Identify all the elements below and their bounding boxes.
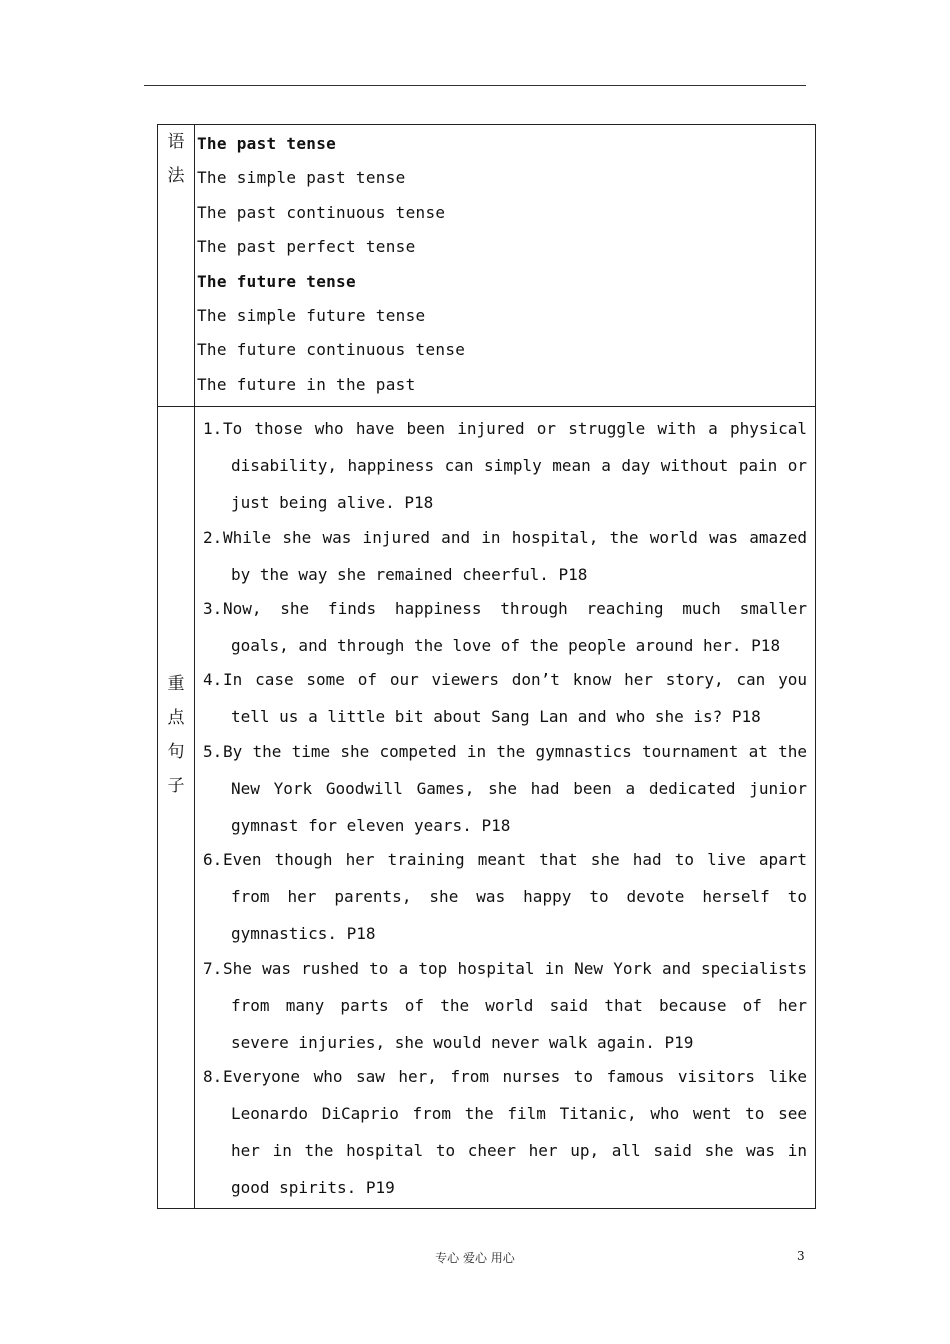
page-number: 3: [797, 1249, 805, 1263]
grammar-list: [197, 127, 815, 402]
sentence-item: [203, 519, 807, 593]
header-rule: [144, 85, 806, 86]
sentence-number: 2.: [203, 527, 223, 547]
sentence-number: 3.: [203, 599, 223, 619]
grammar-item: The simple future tense: [197, 306, 426, 326]
sentence-text: Even though her training meant that she had to live apart from her parents, she was happy to devote herself to gymnastics. P18: [223, 850, 807, 944]
key-sentences-label: [158, 667, 194, 803]
sentence-text: She was rushed to a top hospital in New York and specialists from many parts of the world said that because of her severe injuries, she would never walk again. P19: [223, 958, 807, 1052]
content-table: [157, 124, 816, 1209]
key-sentences-content: [195, 407, 816, 1208]
key-sentences-label-char: 子: [167, 776, 185, 797]
grammar-label-char: 法: [167, 166, 185, 186]
grammar-item: The future continuous tense: [197, 340, 466, 360]
grammar-item: The future in the past: [197, 374, 416, 394]
grammar-row: [158, 125, 816, 407]
key-sentences-label-char: 点: [167, 708, 185, 729]
sentence-list: [203, 410, 807, 1206]
sentence-item: [203, 841, 807, 952]
sentence-text: In case some of our viewers don’t know her story, can you tell us a little bit about Sang Lan and who she is? P18: [223, 670, 807, 727]
grammar-item: The past continuous tense: [197, 202, 446, 222]
grammar-heading: The future tense: [197, 271, 356, 291]
grammar-label: [158, 125, 194, 193]
sentence-item: [203, 410, 807, 521]
sentence-number: 7.: [203, 958, 223, 978]
sentence-number: 8.: [203, 1067, 223, 1087]
key-sentences-label-char: 重: [167, 674, 185, 695]
sentence-item: [203, 1058, 807, 1206]
grammar-item: The past perfect tense: [197, 237, 416, 257]
sentence-text: Everyone who saw her, from nurses to famous visitors like Leonardo DiCaprio from the film Titanic, who went to see her in the hospital to cheer her up, all said she was in good spirits. P19: [223, 1067, 807, 1198]
key-sentences-row: [158, 407, 816, 1208]
sentence-item: [203, 733, 807, 844]
sentence-item: [203, 950, 807, 1061]
sentence-text: To those who have been injured or struggle with a physical disability, happiness can simply mean a day without pain or just being alive. P18: [223, 419, 807, 513]
grammar-label-char: 语: [167, 132, 185, 152]
grammar-item: The simple past tense: [197, 168, 406, 188]
sentence-item: [203, 590, 807, 664]
key-sentences-label-cell: [158, 407, 195, 1208]
sentence-number: 6.: [203, 850, 223, 870]
grammar-content: [195, 125, 816, 407]
grammar-label-cell: [158, 125, 195, 407]
sentence-number: 5.: [203, 741, 223, 761]
key-sentences-label-char: 句: [167, 742, 185, 763]
sentence-text: While she was injured and in hospital, the world was amazed by the way she remained cheerful. P18: [223, 527, 807, 584]
sentence-item: [203, 661, 807, 735]
sentence-number: 4.: [203, 670, 223, 690]
sentence-text: By the time she competed in the gymnastics tournament at the New York Goodwill Games, she had been a dedicated junior gymnast for eleven years. P18: [223, 741, 807, 835]
sentence-text: Now, she finds happiness through reaching much smaller goals, and through the love of the people around her. P18: [223, 599, 807, 656]
footer-text: 专心 爱心 用心: [435, 1251, 515, 1265]
grammar-heading: The past tense: [197, 134, 337, 153]
sentence-number: 1.: [203, 419, 223, 439]
